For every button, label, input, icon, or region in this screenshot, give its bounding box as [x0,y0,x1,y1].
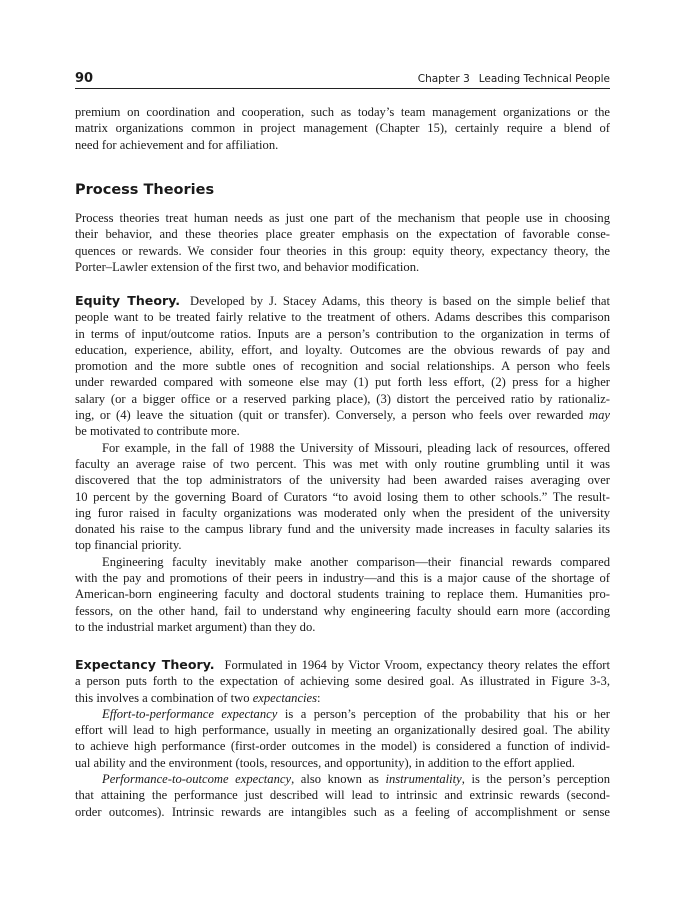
subsection-heading-equity: Equity Theory. [75,293,181,308]
text-line: their behavior, and these theories place greater emphasis on the expectation of favorable conse- [75,227,610,242]
text-line: salary (or a bigger office or a reserved parking place), (3) distort the perceived ratio by rationaliz- [75,391,610,406]
text-line: with the pay and promotions of their peers in industry—and this is a major cause of the shortage of [75,571,610,586]
subsection-heading-expectancy: Expectancy Theory. [75,657,215,672]
text-line: Expectancy Theory. Formulated in 1964 by Victor Vroom, expectancy theory relates the effort [75,657,610,672]
text-line: ing, or (4) leave the situation (quit or transfer). Conversely, a person who feels over rewarded may [75,408,610,423]
text-line: order outcomes). Intrinsic rewards are intangibles such as a feeling of accomplishment or sense [75,804,610,819]
text-line: a person puts forth to the expectation of achieving some desired goal. As illustrated in Figure 3-3, [75,674,610,689]
page-number: 90 [75,71,94,86]
section-intro-paragraph [75,210,610,275]
chapter-label: Chapter 3 [417,73,470,85]
text-line: For example, in the fall of 1988 the University of Missouri, pleading lack of resources, offered [102,440,610,455]
text-line: quences or rewards. We consider four theories in this group: equity theory, expectancy theory, the [75,243,610,258]
text-line: premium on coordination and cooperation, such as today’s team management organizations or the [75,105,610,119]
chapter-heading [418,73,610,85]
text-line: Process theories treat human needs as just one part of the mechanism that people use in choosing [75,211,610,225]
text-line: Performance-to-outcome expectancy, also known as instrumentality, is the person’s perception [102,772,610,787]
text-line: Equity Theory. Developed by J. Stacey Adams, this theory is based on the simple belief that [75,293,610,308]
text-line: promotion and the more subtle ones of recognition and social relationships. A person who feels [75,359,610,374]
text-line: be motivated to contribute more. [75,424,240,439]
text-line: that attaining the performance just described will lead to intrinsic and extrinsic rewards (second- [75,788,610,803]
text-line: ing furor raised in faculty organizations was moderated only when the president of the university [75,505,610,520]
text-line: fessors, on the other hand, fail to understand why engineering faculty should earn more (according [75,603,610,618]
text-line: need for achievement and for affiliation. [75,137,279,152]
text-line: donated his raise to the campus library fund and the university made increases in faculty salaries its [75,522,610,537]
text-line: faculty an average raise of two percent. This was met with only routine grumbling until it was [75,456,610,471]
text-line: to the industrial market argument) than they do. [75,619,316,634]
expectancy-theory-section [75,657,610,820]
text-line: 10 percent by the governing Board of Curators “to avoid losing them to other schools.” The result- [75,489,610,504]
text-line: matrix organizations common in project management (Chapter 15), certainly require a blend of [75,121,610,136]
text-line: Effort-to-performance expectancy is a person’s perception of the probability that his or her [102,706,611,721]
text-line: Porter–Lawler extension of the first two, and behavior modification. [75,259,420,274]
text-line: Engineering faculty inevitably make another comparison—their financial rewards compared [102,554,610,569]
text-line: education, experience, ability, effort, and loyalty. Outcomes are the obvious rewards of pay and [75,342,610,357]
text-line: discovered that the top administrators of the university had been awarded raises averaging over [75,473,610,488]
section-heading: Process Theories [75,182,215,198]
text-line: top financial priority. [75,538,182,553]
text-line: ual ability and the environment (tools, resources, and opportunity), in addition to the effort applied. [75,755,575,770]
text-line: to achieve high performance (first-order outcomes in the model) is considered a function of individ- [75,739,610,754]
text-line: people want to be treated fairly relative to the treatment of others. Adams describes this comparison [75,310,610,325]
chapter-title: Leading Technical People [478,73,610,85]
text-line: this involves a combination of two expectancies: [75,690,321,705]
equity-theory-section [75,293,610,635]
text-line: American-born engineering faculty and doctoral students training to replace them. Humanities pro- [75,587,610,602]
intro-paragraph [75,104,610,153]
text-line: under rewarded compared with someone else may (1) put forth less effort, (2) press for a higher [75,375,610,390]
text-line: in terms of input/outcome ratios. Inputs are a person’s contribution to the organization in terms of [75,326,610,341]
text-line: effort will lead to high performance, usually in meeting an organizationally desired goal. The ability [75,723,610,738]
running-head [75,70,610,89]
